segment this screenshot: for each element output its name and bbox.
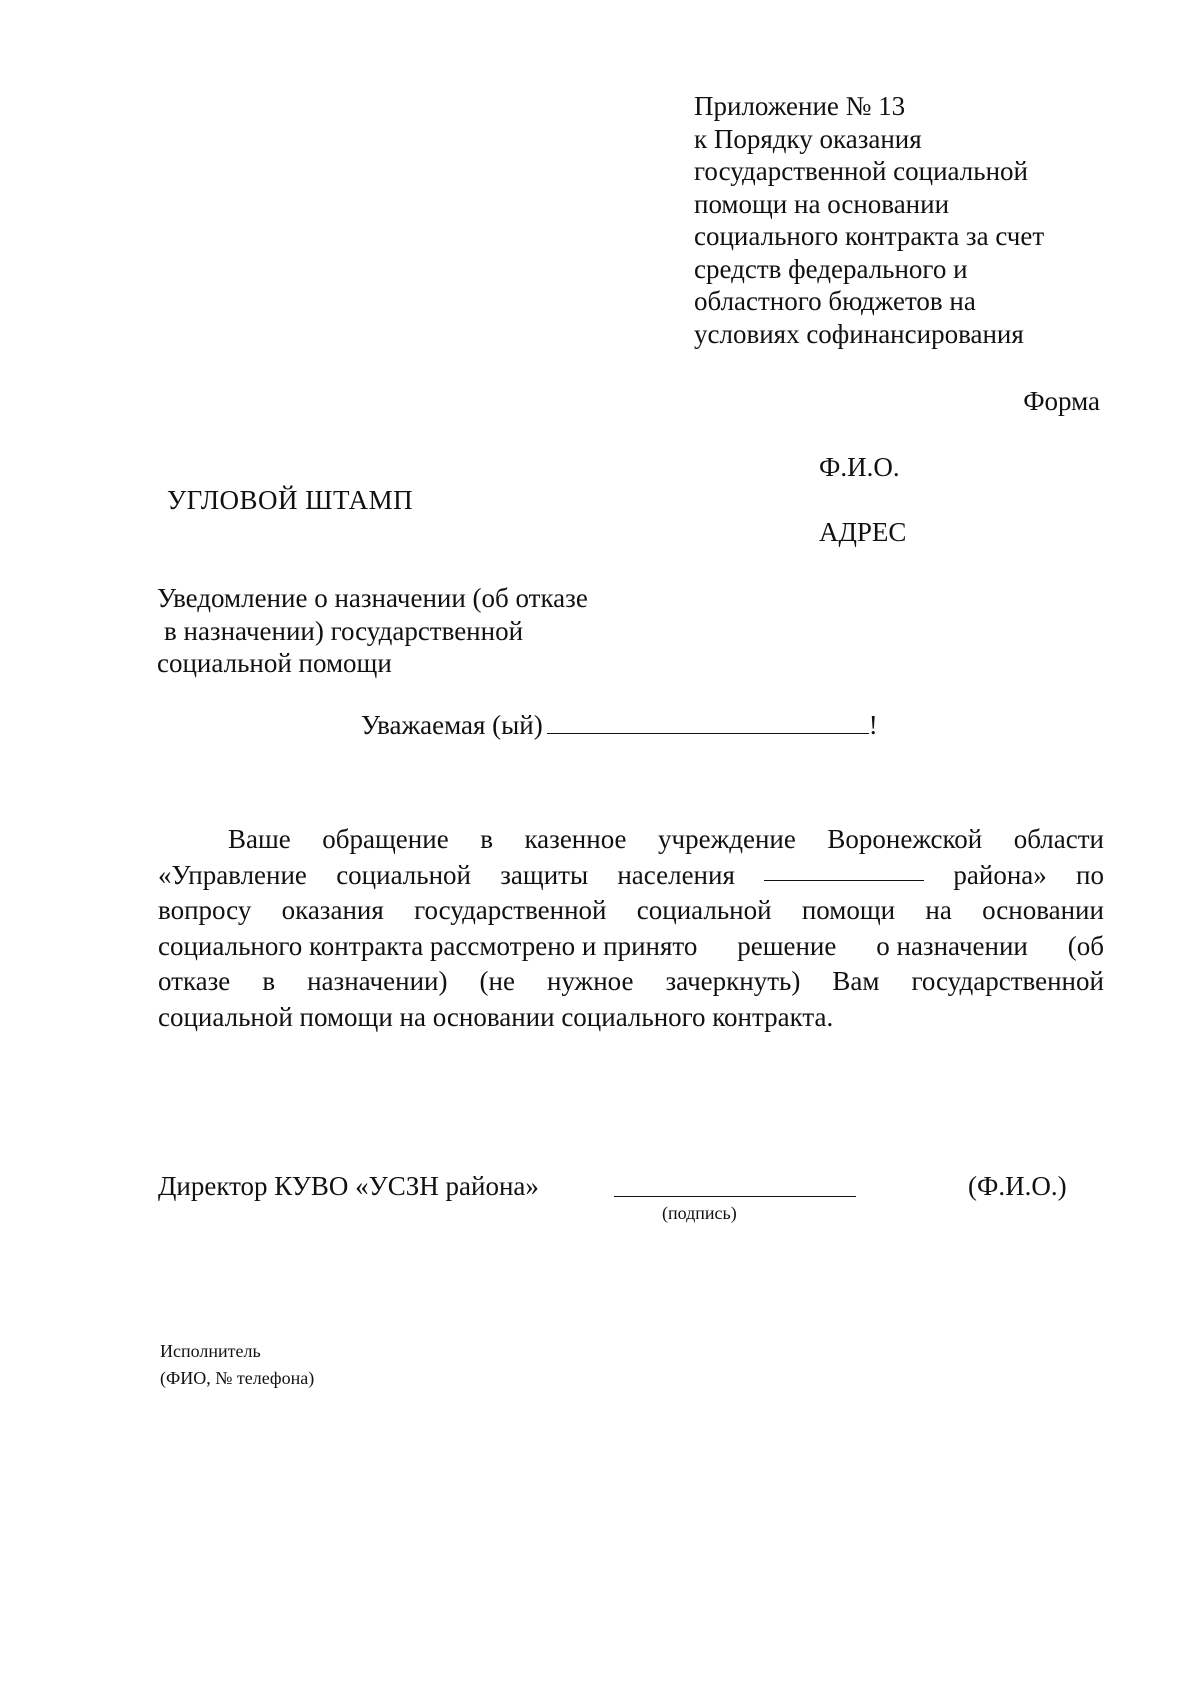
body-word: отказе: [158, 966, 231, 996]
director-fio: (Ф.И.О.): [968, 1171, 1067, 1201]
notice-title: [157, 582, 677, 680]
body-word: помощи: [801, 895, 896, 925]
body-word: государственной: [414, 895, 607, 925]
body-word: обращение: [322, 824, 449, 854]
body-word: основании: [982, 895, 1104, 925]
body-word: в: [480, 824, 493, 854]
district-blank-line: [764, 858, 924, 881]
signature-line: [614, 1196, 856, 1197]
body-line: [158, 858, 1104, 894]
body-word: нужное: [546, 966, 634, 996]
appendix-line: условиях софинансирования: [694, 318, 1024, 349]
body-word: защиты: [500, 859, 589, 890]
recipient-name: Ф.И.О.: [819, 452, 900, 482]
body-word: области: [1013, 824, 1104, 854]
body-line: [158, 929, 1104, 965]
body-word: (не: [479, 966, 515, 996]
appendix-line: помощи на основании: [694, 188, 950, 219]
executor-label: Исполнитель: [160, 1341, 261, 1361]
executor-details: (ФИО, № телефона): [160, 1368, 315, 1388]
appendix-line: средств федерального и: [694, 253, 968, 284]
notice-title-line: социальной помощи: [157, 648, 392, 678]
executor-block: [160, 1338, 314, 1392]
body-word: района»: [953, 859, 1047, 890]
appendix-line: областного бюджетов на: [694, 286, 976, 316]
body-word: Вам: [832, 966, 880, 996]
body-line: [158, 964, 1104, 1000]
body-word: государственной: [911, 966, 1104, 996]
greeting: [361, 707, 878, 741]
notice-body: [158, 822, 1104, 1035]
body-word: зачеркнуть): [665, 966, 801, 996]
body-word: социального контракта рассмотрено и принято: [158, 930, 698, 961]
body-word: социальной: [336, 859, 471, 890]
appendix-line: социального контракта за счет: [694, 221, 1045, 251]
body-word: Воронежской: [827, 824, 983, 854]
appendix-line: к Порядку оказания: [694, 123, 922, 154]
body-word: «Управление: [158, 859, 307, 890]
greeting-prefix: Уважаемая (ый): [361, 710, 543, 740]
body-line: [158, 893, 1104, 929]
body-sentence: социальной помощи на основании социального контракта.: [158, 1001, 834, 1032]
form-label: Форма: [1023, 386, 1100, 416]
body-word: оказания: [281, 895, 384, 925]
corner-stamp: УГЛОВОЙ ШТАМП: [167, 485, 414, 515]
body-word: учреждение: [658, 824, 796, 854]
signature-caption: (подпись): [662, 1203, 737, 1223]
recipient-address: АДРЕС: [819, 517, 907, 547]
body-word: (об: [1067, 930, 1104, 961]
appendix-header: [694, 90, 1114, 350]
body-word: решение: [737, 930, 837, 961]
body-word: по: [1076, 859, 1104, 890]
body-word: назначении): [307, 966, 448, 996]
notice-title-line: Уведомление о назначении (об отказе: [157, 583, 588, 613]
body-line: [158, 1000, 1104, 1036]
body-word: о назначении: [876, 930, 1028, 961]
body-word: населения: [617, 859, 735, 890]
body-word: казенное: [524, 824, 627, 854]
addressee-blank-line: [547, 707, 869, 734]
body-word: социальной: [636, 895, 772, 925]
body-word: вопросу: [158, 895, 252, 925]
body-word: Ваше: [228, 824, 291, 854]
director-position: Директор КУВО «УСЗН района»: [158, 1171, 539, 1201]
body-word: на: [925, 895, 952, 925]
appendix-line: Приложение № 13: [694, 91, 906, 121]
body-line: [158, 822, 1104, 858]
body-word: в: [262, 966, 276, 996]
greeting-suffix: !: [868, 710, 878, 740]
notice-title-line: в назначении) государственной: [164, 615, 524, 646]
appendix-line: государственной социальной: [694, 156, 1028, 186]
